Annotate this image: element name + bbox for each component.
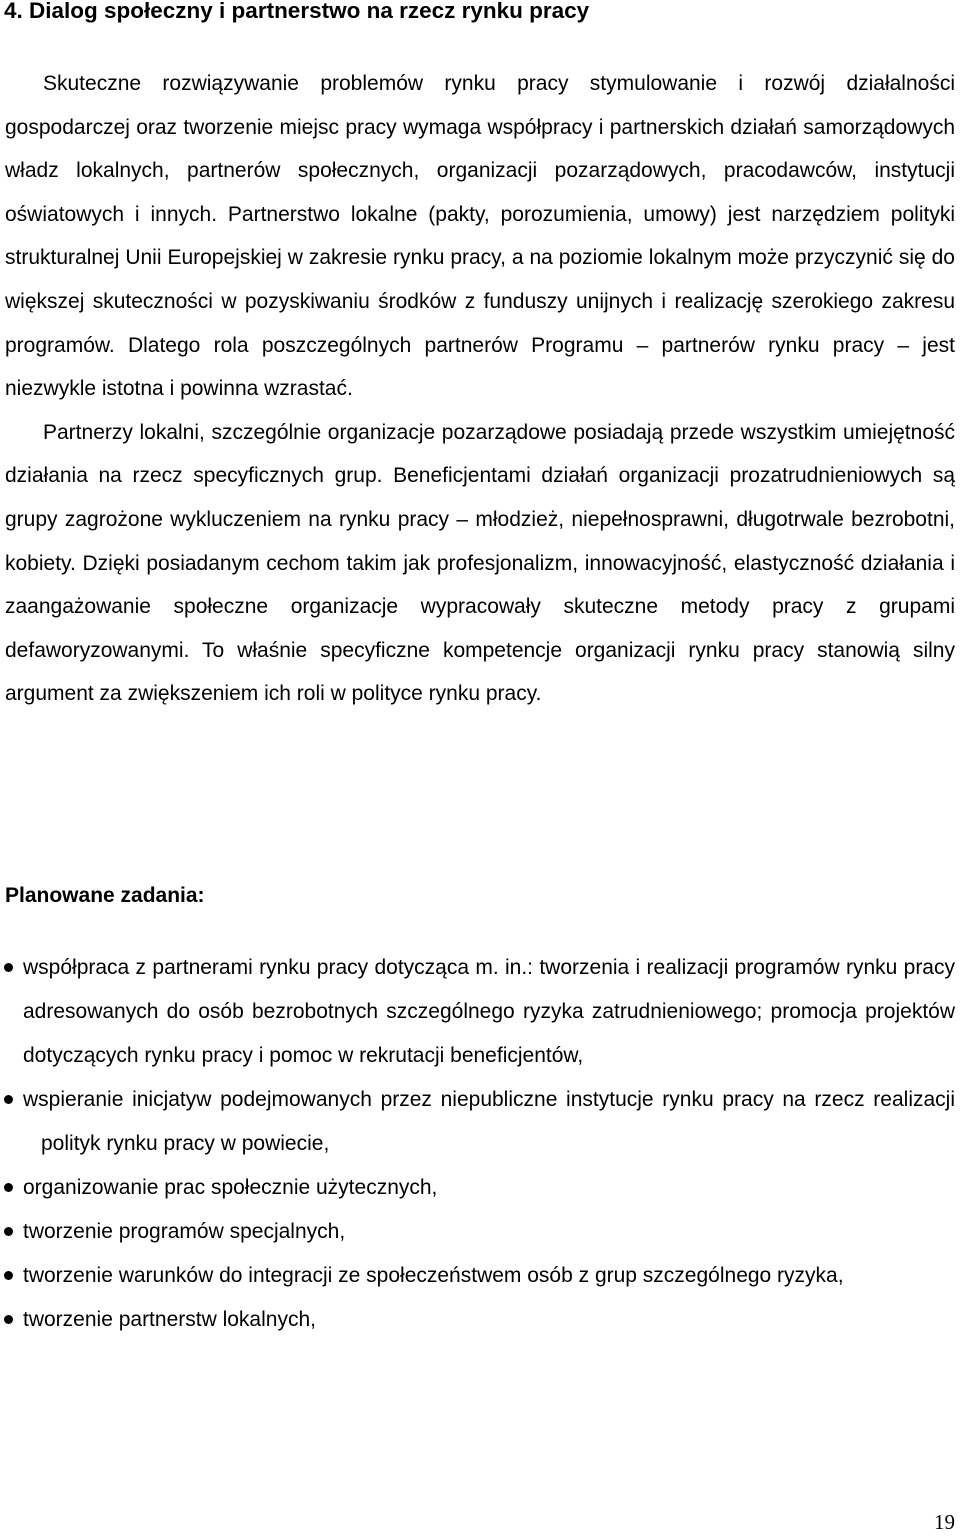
page-number: 19	[934, 1510, 955, 1534]
paragraph-local-partners: Partnerzy lokalni, szczególnie organizacje pozarządowe posiadają przede wszystkim umiejętność działania na rzecz specyficznych grup. Beneficjentami działań organizacji prozatrudnieniowych są grupy zagrożone wykluczeniem na rynku pracy – młodzież, niepełnosprawni, długotrwale bezrobotni, kobiety. Dzięki posiadanym cechom takim jak profesjonalizm, innowacyjność, elastyczność działania i zaangażowanie społeczne organizacje wypracowały skuteczne metody pracy z grupami defaworyzowanymi. To właśnie specyficzne kompetencje organizacji rynku pracy stanowią silny argument za zwiększeniem ich roli w polityce rynku pracy.	[5, 420, 955, 706]
list-item: organizowanie prac społecznie użytecznych,	[0, 1166, 955, 1210]
paragraph-partnership: Skuteczne rozwiązywanie problemów rynku pracy stymulowanie i rozwój działalności gospodarczej oraz tworzenie miejsc pracy wymaga współpracy i partnerskich działań samorządowych władz lokalnych, partnerów społecznych, organizacji pozarządowych, pracodawców, instytucji oświatowych i innych. Partnerstwo lokalne (pakty, porozumienia, umowy) jest narzędziem polityki strukturalnej Unii Europejskiej w zakresie rynku pracy, a na poziomie lokalnym może przyczynić się do większej skuteczności w pozyskiwaniu środków z funduszy unijnych i realizację szerokiego zakresu programów. Dlatego rola poszczególnych partnerów Programu – partnerów rynku pracy – jest niezwykle istotna i powinna wzrastać.	[5, 72, 955, 401]
section-title: 4. Dialog społeczny i partnerstwo na rzecz rynku pracy	[4, 0, 590, 23]
list-item: tworzenie warunków do integracji ze społeczeństwem osób z grup szczególnego ryzyka,	[0, 1254, 955, 1298]
body-text	[5, 62, 955, 716]
list-item: tworzenie programów specjalnych,	[0, 1210, 955, 1254]
planned-tasks-heading: Planowane zadania:	[5, 884, 205, 907]
planned-tasks-list	[0, 946, 955, 1342]
list-item: wspieranie inicjatyw podejmowanych przez niepubliczne instytucje rynku pracy na rzecz realizacji polityk rynku pracy w powiecie,	[0, 1078, 955, 1166]
list-item: współpraca z partnerami rynku pracy dotycząca m. in.: tworzenia i realizacji programów rynku pracy adresowanych do osób bezrobotnych szczególnego ryzyka zatrudnieniowego; promocja projektów dotyczących rynku pracy i pomoc w rekrutacji beneficjentów,	[0, 946, 955, 1078]
list-item: tworzenie partnerstw lokalnych,	[0, 1298, 955, 1342]
